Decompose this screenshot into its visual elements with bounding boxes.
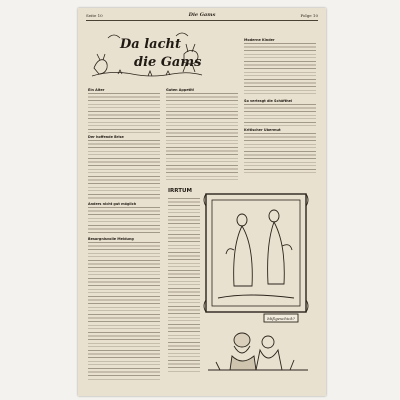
section-title: Ein Alter: [88, 88, 105, 92]
text-block: [168, 198, 200, 374]
text-block: [244, 133, 316, 173]
irrtum-title: IRRTUM: [168, 188, 192, 194]
section-title: Besorgnisvolle Meldung: [88, 237, 134, 241]
running-head: [86, 12, 318, 21]
section-title: Kritischer Ubermut: [244, 128, 281, 132]
cartoon-caption: Mißgeschick?: [267, 316, 295, 321]
section-title: Der hoffende Brise: [88, 135, 124, 139]
section-title: Guten Appetit!: [166, 88, 195, 92]
section-title: So vertragt die Schäfthei: [244, 99, 293, 103]
text-block: [166, 93, 238, 183]
issue-number: Folge 10: [300, 13, 318, 18]
text-block: [244, 43, 316, 97]
right-column: [244, 36, 316, 175]
masthead-line1: Da lacht: [120, 37, 181, 52]
section-title: Moderne Kinder: [244, 38, 275, 42]
middle-column: [166, 86, 238, 185]
irrtum-text: [168, 198, 200, 376]
text-block: [244, 104, 316, 126]
picture-frame: [206, 194, 306, 312]
text-block: [88, 242, 160, 382]
masthead-title: [112, 32, 202, 72]
cartoon-illustration: [198, 190, 316, 378]
section-title: Anders nicht gut möglich: [88, 202, 137, 206]
text-block: [88, 93, 160, 133]
left-column: [88, 86, 160, 384]
text-block: [88, 207, 160, 235]
magazine-title: Die Gams: [188, 12, 216, 18]
text-block: [88, 140, 160, 200]
masthead-line2: die Gams: [134, 55, 202, 70]
magazine-page: [78, 8, 326, 396]
page-number: Seite 10: [86, 13, 103, 18]
